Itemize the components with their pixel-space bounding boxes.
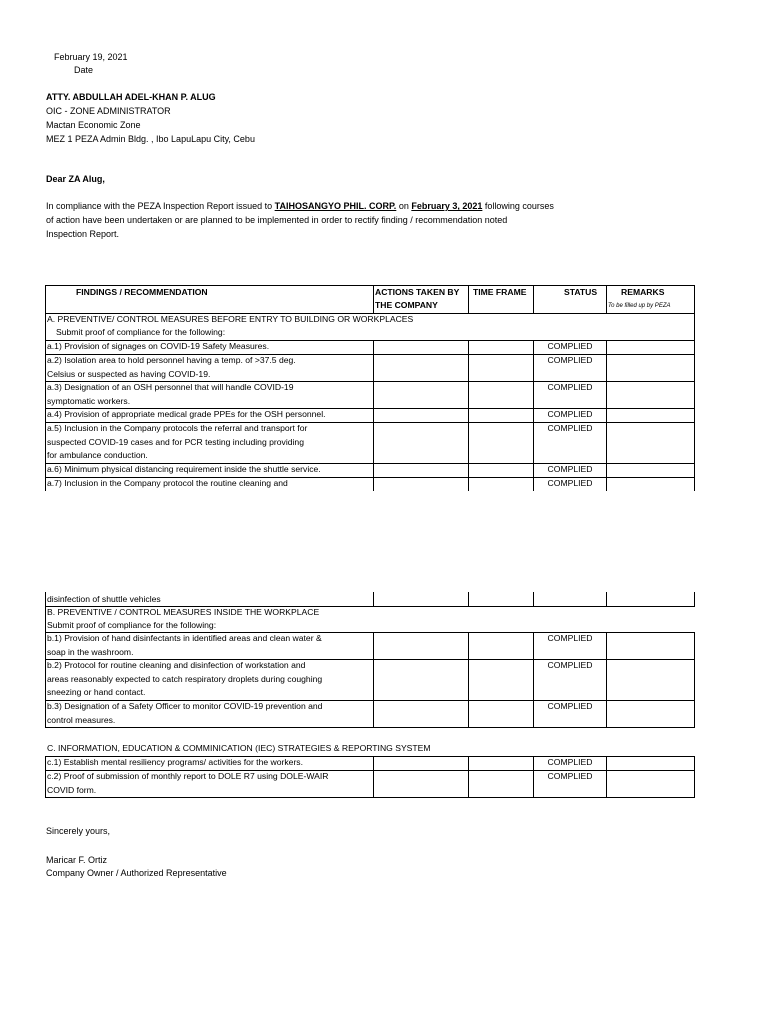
status-value: COMPLIED <box>547 409 593 419</box>
column-border <box>468 592 469 606</box>
column-border <box>45 756 46 770</box>
column-border <box>45 422 46 463</box>
finding-text: b.2) Protocol for routine cleaning and disinfection of workstation and <box>47 660 306 670</box>
date-label: Date <box>74 65 94 75</box>
column-border <box>533 632 534 659</box>
column-border <box>45 354 46 381</box>
intro-text-1: In compliance with the PEZA Inspection Report issued to <box>46 201 275 211</box>
status-value: COMPLIED <box>547 633 593 643</box>
column-border <box>468 340 469 354</box>
finding-text: control measures. <box>47 714 116 725</box>
finding-text: suspected COVID-19 cases and for PCR testing including providing <box>47 436 304 447</box>
column-border <box>45 463 46 477</box>
intro-line-1 <box>46 201 554 212</box>
column-border <box>373 756 374 770</box>
status-value: COMPLIED <box>547 660 593 670</box>
finding-text: sneezing or hand contact. <box>47 687 146 697</box>
header-remarks: REMARKS <box>621 287 665 297</box>
finding-text: b.3) Designation of a Safety Officer to monitor COVID-19 prevention and <box>47 701 323 711</box>
column-border <box>533 285 534 313</box>
column-border <box>373 659 374 700</box>
column-border <box>45 408 46 422</box>
column-border <box>606 381 607 408</box>
column-border <box>468 285 469 313</box>
column-border <box>373 354 374 381</box>
column-border <box>468 422 469 463</box>
status-value: COMPLIED <box>547 355 593 365</box>
header-remarks-note: To be filled up by PEZA <box>608 303 671 309</box>
header-status: STATUS <box>564 287 598 297</box>
column-border <box>45 340 46 354</box>
header-time-frame: TIME FRAME <box>473 287 527 297</box>
column-border <box>45 313 46 340</box>
column-border <box>533 463 534 477</box>
column-border <box>606 463 607 477</box>
column-border <box>533 659 534 700</box>
recipient-title: OIC - ZONE ADMINISTRATOR <box>46 106 171 116</box>
section-b-subtitle: Submit proof of compliance for the following: <box>47 620 217 630</box>
intro-line-2: of action have been undertaken or are planned to be implemented in order to rectify finding / recommendation noted <box>46 215 508 225</box>
signatory-name: Maricar F. Ortiz <box>46 855 108 865</box>
row-border <box>45 727 695 728</box>
column-border <box>468 770 469 797</box>
column-border <box>694 659 695 700</box>
column-border <box>373 285 374 313</box>
column-border <box>45 606 46 632</box>
column-border <box>606 700 607 727</box>
column-border <box>606 592 607 606</box>
finding-text: a.6) Minimum physical distancing requirement inside the shuttle service. <box>47 464 321 474</box>
column-border <box>694 463 695 477</box>
closing: Sincerely yours, <box>46 826 111 836</box>
column-border <box>606 354 607 381</box>
section-a-title: A. PREVENTIVE/ CONTROL MEASURES BEFORE ENTRY TO BUILDING OR WORKPLACES <box>47 314 414 324</box>
finding-text: areas reasonably expected to catch respiratory droplets during coughing <box>47 673 323 684</box>
finding-text: for ambulance conduction. <box>47 450 148 460</box>
column-border <box>694 285 695 313</box>
finding-text: a.7) Inclusion in the Company protocol the routine cleaning and <box>47 478 288 488</box>
column-border <box>468 659 469 700</box>
column-border <box>606 756 607 770</box>
column-border <box>373 700 374 727</box>
column-border <box>533 408 534 422</box>
column-border <box>694 381 695 408</box>
finding-text: a.4) Provision of appropriate medical grade PPEs for the OSH personnel. <box>47 409 326 419</box>
signatory-title: Company Owner / Authorized Representative <box>46 868 227 878</box>
column-border <box>533 756 534 770</box>
column-border <box>373 770 374 797</box>
letter-date: February 19, 2021 <box>54 52 128 62</box>
status-value: COMPLIED <box>547 701 593 711</box>
column-border <box>45 381 46 408</box>
column-border <box>533 340 534 354</box>
column-border <box>694 756 695 770</box>
column-border <box>694 408 695 422</box>
intro-on: on <box>396 201 412 211</box>
column-border <box>468 408 469 422</box>
status-value: COMPLIED <box>547 757 593 767</box>
column-border <box>373 477 374 491</box>
column-border <box>694 313 695 340</box>
salutation: Dear ZA Alug, <box>46 174 105 184</box>
column-border <box>694 477 695 491</box>
column-border <box>45 477 46 491</box>
intro-line-3: Inspection Report. <box>46 229 120 239</box>
column-border <box>694 354 695 381</box>
recipient-org: Mactan Economic Zone <box>46 120 141 130</box>
status-value: COMPLIED <box>547 478 593 488</box>
finding-text: symptomatic workers. <box>47 395 131 406</box>
column-border <box>606 659 607 700</box>
status-value: COMPLIED <box>547 423 593 433</box>
finding-text: a.2) Isolation area to hold personnel having a temp. of >37.5 deg. <box>47 355 296 365</box>
column-border <box>606 422 607 463</box>
column-border <box>694 340 695 354</box>
column-border <box>533 592 534 606</box>
finding-text: c.1) Establish mental resiliency programs/ activities for the workers. <box>47 757 303 767</box>
section-c-title: C. INFORMATION, EDUCATION & COMMINICATION (IEC) STRATEGIES & REPORTING SYSTEM <box>47 743 431 753</box>
column-border <box>606 340 607 354</box>
column-border <box>468 700 469 727</box>
column-border <box>45 592 46 606</box>
column-border <box>373 340 374 354</box>
column-border <box>468 354 469 381</box>
column-border <box>373 463 374 477</box>
status-value: COMPLIED <box>547 341 593 351</box>
column-border <box>468 632 469 659</box>
column-border <box>606 477 607 491</box>
report-date: February 3, 2021 <box>411 201 483 211</box>
column-border <box>373 632 374 659</box>
column-border <box>373 422 374 463</box>
column-border <box>45 632 46 659</box>
header-findings: FINDINGS / RECOMMENDATION <box>76 287 208 297</box>
column-border <box>373 408 374 422</box>
finding-text: a.5) Inclusion in the Company protocols the referral and transport for <box>47 423 308 433</box>
column-border <box>468 381 469 408</box>
column-border <box>533 354 534 381</box>
row-border <box>45 797 695 798</box>
company-name: TAIHOSANGYO PHIL. CORP. <box>274 201 397 211</box>
column-border <box>694 422 695 463</box>
column-border <box>45 770 46 797</box>
column-border <box>694 770 695 797</box>
column-border <box>468 463 469 477</box>
finding-text: b.1) Provision of hand disinfectants in identified areas and clean water & <box>47 633 322 643</box>
column-border <box>606 408 607 422</box>
finding-text: COVID form. <box>47 784 97 795</box>
column-border <box>694 700 695 727</box>
finding-text: a.1) Provision of signages on COVID-19 Safety Measures. <box>47 341 270 351</box>
finding-text: Celsius or suspected as having COVID-19. <box>47 368 211 379</box>
column-border <box>694 592 695 606</box>
column-border <box>45 700 46 727</box>
column-border <box>606 285 607 313</box>
column-border <box>606 770 607 797</box>
column-border <box>533 422 534 463</box>
intro-text-2: following courses <box>482 201 554 211</box>
column-border <box>694 632 695 659</box>
status-value: COMPLIED <box>547 464 593 474</box>
status-value: COMPLIED <box>547 382 593 392</box>
recipient-name: ATTY. ABDULLAH ADEL-KHAN P. ALUG <box>46 92 216 102</box>
recipient-address: MEZ 1 PEZA Admin Bldg. , Ibo LapuLapu City, Cebu <box>46 134 255 144</box>
column-border <box>533 770 534 797</box>
column-border <box>533 477 534 491</box>
column-border <box>45 659 46 700</box>
finding-text: a.3) Designation of an OSH personnel that will handle COVID-19 <box>47 382 294 392</box>
finding-text: soap in the washroom. <box>47 646 134 657</box>
column-border <box>533 700 534 727</box>
finding-text: c.2) Proof of submission of monthly report to DOLE R7 using DOLE-WAIR <box>47 771 329 781</box>
column-border <box>373 592 374 606</box>
column-border <box>533 381 534 408</box>
header-actions: ACTIONS TAKEN BY <box>375 287 460 297</box>
header-actions-2: THE COMPANY <box>375 300 438 310</box>
section-a-subtitle: Submit proof of compliance for the following: <box>56 327 226 337</box>
column-border <box>45 285 46 313</box>
column-border <box>373 381 374 408</box>
status-value: COMPLIED <box>547 771 593 781</box>
column-border <box>468 756 469 770</box>
column-border <box>468 477 469 491</box>
section-b-title: B. PREVENTIVE / CONTROL MEASURES INSIDE THE WORKPLACE <box>47 607 320 617</box>
column-border <box>606 632 607 659</box>
finding-continuation: disinfection of shuttle vehicles <box>47 594 161 604</box>
